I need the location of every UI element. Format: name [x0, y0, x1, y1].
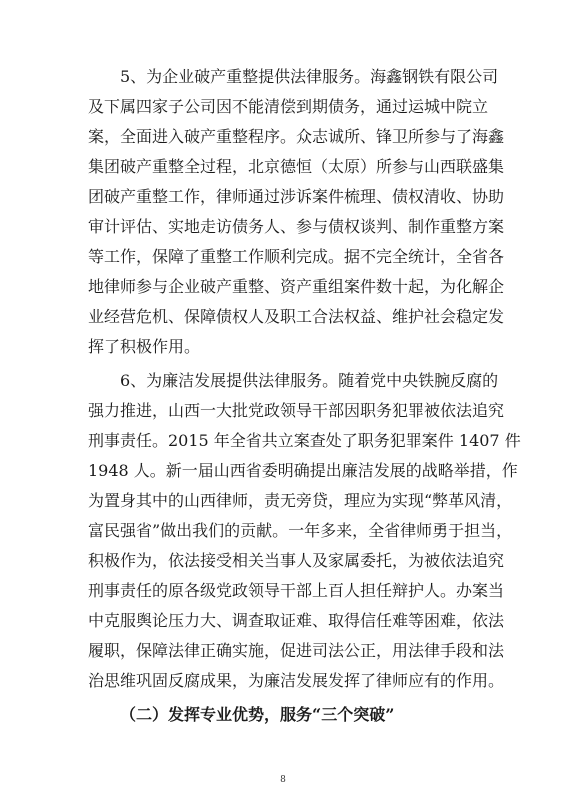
paragraph-6-line-2: 强力推进，山西一大批党政领导干部因职务犯罪被依法追究: [88, 401, 505, 420]
paragraph-6-line-5: 为置身其中的山西律师，责无旁贷，理应为实现“弊革风清，: [88, 491, 513, 510]
paragraph-5-line-8: 地律师参与企业破产重整、资产重组案件数十起，为化解企: [88, 277, 505, 296]
paragraph-6-line-11: 治思维巩固反腐成果，为廉洁发展发挥了律师应有的作用。: [88, 671, 505, 690]
paragraph-5-line-7: 等工作，保障了重整工作顺利完成。据不完全统计，全省各: [88, 247, 505, 266]
paragraph-6-line-8: 刑事责任的原各级党政领导干部上百人担任辩护人。办案当: [88, 581, 505, 600]
paragraph-5-line-1: 5、为企业破产重整提供法律服务。海鑫钢铁有限公司: [120, 67, 499, 86]
page-number: 8: [280, 775, 286, 785]
paragraph-6-line-7: 积极作为，依法接受相关当事人及家属委托，为被依法追究: [88, 551, 505, 570]
paragraph-6-line-3: 刑事责任。2015 年全省共立案查处了职务犯罪案件 1407 件: [88, 431, 521, 450]
section-heading: （二）发挥专业优势，服务“三个突破”: [120, 705, 395, 724]
paragraph-6-line-9: 中克服舆论压力大、调查取证难、取得信任难等困难，依法: [88, 611, 505, 630]
paragraph-5-line-6: 审计评估、实地走访债务人、参与债权谈判、制作重整方案: [88, 217, 505, 236]
paragraph-5-line-5: 团破产重整工作，律师通过涉诉案件梳理、债权清收、协助: [88, 187, 505, 206]
paragraph-5-line-10: 挥了积极作用。: [88, 337, 201, 356]
paragraph-6-line-10: 履职，保障法律正确实施，促进司法公正，用法律手段和法: [88, 641, 505, 660]
paragraph-5-line-4: 集团破产重整全过程，北京德恒（太原）所参与山西联盛集: [88, 157, 505, 176]
paragraph-6-line-6: 富民强省”做出我们的贡献。一年多来，全省律师勇于担当，: [88, 521, 513, 540]
paragraph-6-line-1: 6、为廉洁发展提供法律服务。随着党中央铁腕反腐的: [120, 371, 499, 390]
paragraph-5-line-9: 业经营危机、保障债权人及职工合法权益、维护社会稳定发: [88, 307, 505, 326]
paragraph-5-line-3: 案，全面进入破产重整程序。众志诚所、锋卫所参与了海鑫: [88, 127, 505, 146]
paragraph-5-line-2: 及下属四家子公司因不能清偿到期债务，通过运城中院立: [88, 97, 489, 116]
paragraph-6-line-4: 1948 人。新一届山西省委明确提出廉洁发展的战略举措，作: [88, 461, 518, 480]
